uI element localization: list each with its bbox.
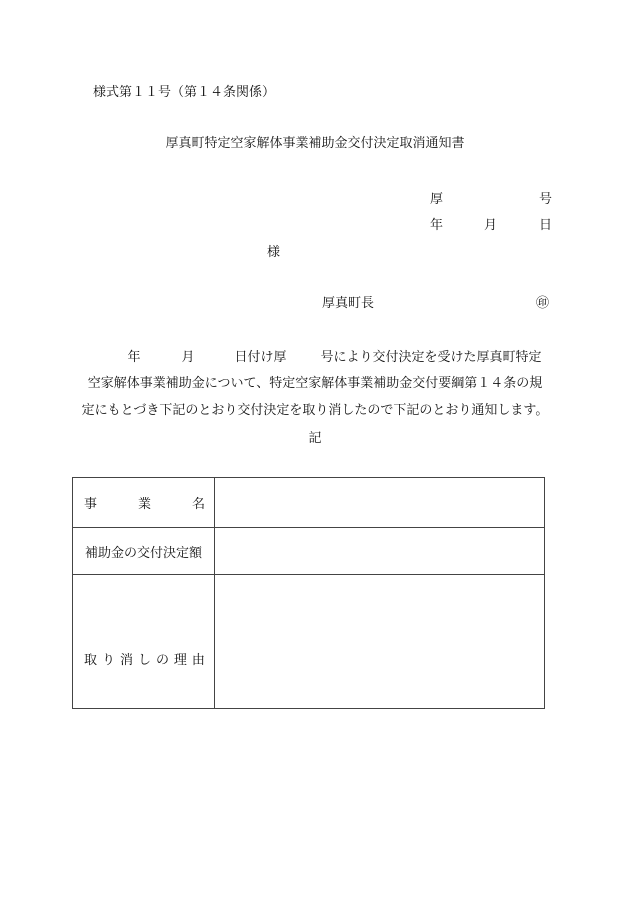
body-line-3: 定にもとづき下記のとおり交付決定を取り消したので下記のとおり通知します。 xyxy=(81,403,549,418)
body-line-2: 空家解体事業補助金について、特定空家解体事業補助金交付要綱第１４条の規 xyxy=(87,376,543,391)
body-month-label: 月 xyxy=(181,350,195,365)
table-row-grant-amount xyxy=(73,528,545,575)
date-month-label: 月 xyxy=(484,218,498,233)
reference-prefix: 厚 xyxy=(430,192,444,207)
details-table xyxy=(72,477,545,709)
recipient-honorific: 様 xyxy=(267,245,281,260)
grant-amount-value[interactable] xyxy=(215,528,545,575)
form-number: 様式第１１号（第１４条関係） xyxy=(93,85,276,100)
note-heading: 記 xyxy=(308,431,322,446)
cancellation-reason-value[interactable] xyxy=(215,575,545,709)
table-row-project-name xyxy=(73,478,545,528)
body-dated-prefix: 日付け厚 xyxy=(234,350,287,365)
date-year-label: 年 xyxy=(430,218,444,233)
table-row-cancellation-reason xyxy=(73,575,545,709)
project-name-value[interactable] xyxy=(215,478,545,528)
grant-amount-label: 補助金の交付決定額 xyxy=(73,528,215,575)
project-name-label: 事 業 名 xyxy=(73,478,215,528)
issuer-title: 厚真町長 xyxy=(322,296,375,311)
seal-mark: ㊞ xyxy=(536,296,550,311)
body-line-1 xyxy=(0,351,630,364)
reference-suffix: 号 xyxy=(539,192,553,207)
body-line-1-rest: 号により交付決定を受けた厚真町特定 xyxy=(320,350,542,365)
cancellation-reason-label: 取 り 消 し の 理 由 xyxy=(73,575,215,709)
date-day-label: 日 xyxy=(539,218,553,233)
document-title: 厚真町特定空家解体事業補助金交付決定取消通知書 xyxy=(165,136,465,151)
body-year-label: 年 xyxy=(127,350,141,365)
